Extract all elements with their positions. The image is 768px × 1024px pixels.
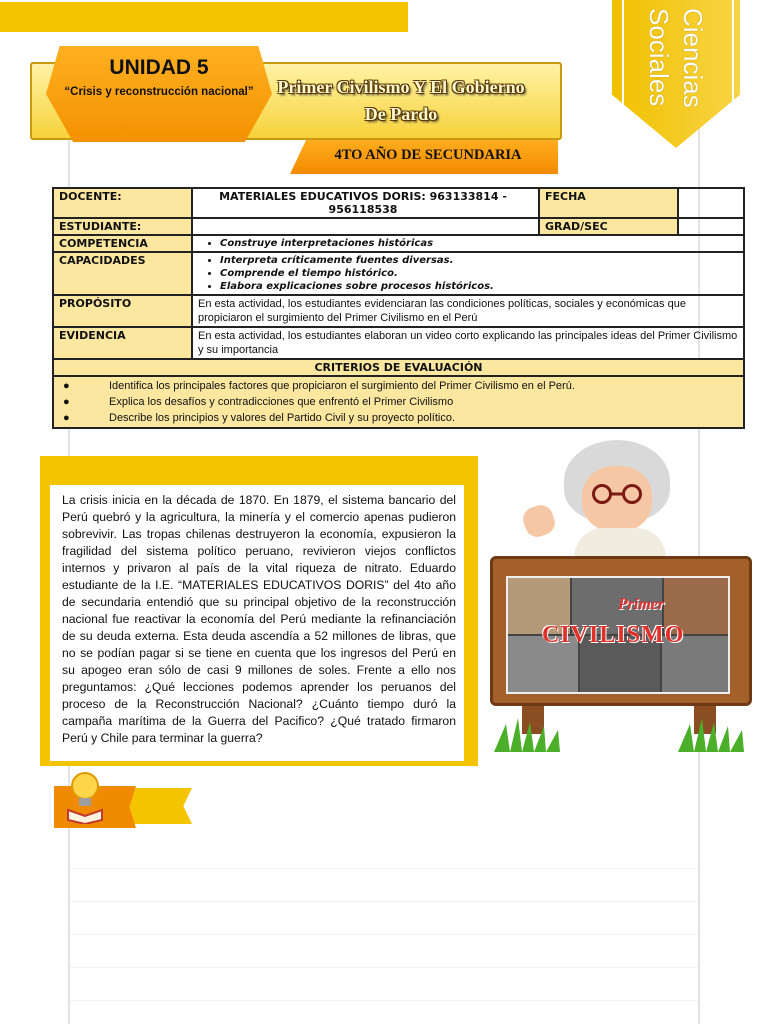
unit-title: UNIDAD 5: [109, 56, 209, 79]
criterios-list: [53, 376, 744, 428]
competencia-label: COMPETENCIA: [53, 235, 192, 252]
estudiante-field[interactable]: [192, 218, 539, 235]
grade-label: 4TO AÑO DE SECUNDARIA: [334, 147, 522, 163]
docente-label: DOCENTE:: [53, 188, 192, 218]
collage-caption-civilismo: CIVILISMO: [542, 622, 685, 648]
bullet-icon: ●: [63, 396, 70, 408]
glasses-icon: [586, 484, 648, 504]
proposito-value: En esta actividad, los estudiantes evidenciaran las condiciones políticas, sociales y económicas que propiciaron el surgimiento del Primer Civilismo en el Perú: [192, 295, 744, 327]
proposito-label: PROPÓSITO: [53, 295, 192, 327]
capacidad-item: • Elabora explicaciones sobre procesos históricos.: [220, 280, 738, 293]
grass-icon: [676, 716, 746, 752]
grass-icon: [492, 716, 562, 752]
capacidad-item: • Comprende el tiempo histórico.: [220, 267, 738, 280]
grandma-hand: [520, 502, 558, 540]
writing-area[interactable]: [70, 836, 698, 1016]
capacidades-list: [192, 252, 744, 295]
criterio-item: [59, 394, 738, 410]
collage-caption-primer: Primer: [618, 596, 665, 613]
reading-text: La crisis inicia en la década de 1870. En 1879, el sistema bancario del Perú quebró y la agricultura, la minería y el comercio apenas pudieron sobrevivir. Las tropas chilenas destruyeron la economía, expusieron la fragilidad del sistema político peruano, revivieron viejos conflictos internos y privaron al país de la vital riqueza de nitrato. Eduardo estudiante de la I.E. “MATERIALES EDUCATIVOS DORIS” del 4to año de secundaria entendió que su principal objetivo de la reconstrucción nacional fue reactivar la economía del Perú mediante la refinanciación de su deuda externa. Esta deuda ascendía a 52 millones de libras, que no se podían pagar si se tiene en cuenta que los ingresos del Perú en su apogeo eran sólo de casi 9 millones de soles. Frente a ello nos preguntamos: ¿Qué lecciones podemos aprender los peruanos del proceso de la Reconstrucción Nacional? ¿Cuánto tiempo duró la campaña marítima de la Guerra del Pacifico? ¿Qué tratado firmaron Perú y Chile para terminar la guerra?: [62, 493, 456, 745]
competencia-value: [192, 235, 744, 252]
criterio-text: Describe los principios y valores del Partido Civil y su proyecto político.: [109, 412, 456, 424]
unit-subtitle: “Crisis y reconstrucción nacional”: [64, 86, 254, 98]
subject-tag-label: Ciencias Sociales: [644, 8, 708, 108]
estudiante-label: ESTUDIANTE:: [53, 218, 192, 235]
activity-info-table: [52, 187, 745, 429]
lightbulb-icon: [66, 770, 104, 824]
bullet-icon: ●: [63, 412, 70, 424]
gradsec-field[interactable]: [678, 218, 744, 235]
evidencia-label: EVIDENCIA: [53, 327, 192, 359]
evidencia-value: En esta actividad, los estudiantes elaboran un video corto explicando las principales ideas del Primer Civilismo y su importancia: [192, 327, 744, 359]
criterio-text: Explica los desafíos y contradicciones que enfrentó el Primer Civilismo: [109, 396, 454, 408]
capacidad-item: • Interpreta críticamente fuentes diversas.: [220, 254, 738, 267]
fecha-field[interactable]: [678, 188, 744, 218]
criterio-text: Identifica los principales factores que propiciaron el surgimiento del Primer Civilismo en el Perú.: [109, 380, 575, 392]
criterios-heading: CRITERIOS DE EVALUACIÓN: [53, 359, 744, 376]
criterio-item: [59, 378, 738, 394]
competencia-item: • Construye interpretaciones históricas: [220, 237, 738, 250]
docente-value: MATERIALES EDUCATIVOS DORIS: 963133814 - 956118538: [192, 188, 539, 218]
criterio-item: [59, 410, 738, 426]
top-stripe: [0, 2, 408, 32]
civilismo-collage-image: [506, 576, 730, 694]
gradsec-label: GRAD/SEC: [539, 218, 678, 235]
capacidades-label: CAPACIDADES: [53, 252, 192, 295]
bullet-icon: ●: [63, 380, 70, 392]
fecha-label: FECHA: [539, 188, 678, 218]
page-title: Primer Civilismo Y El Gobierno De Pardo: [277, 77, 525, 124]
